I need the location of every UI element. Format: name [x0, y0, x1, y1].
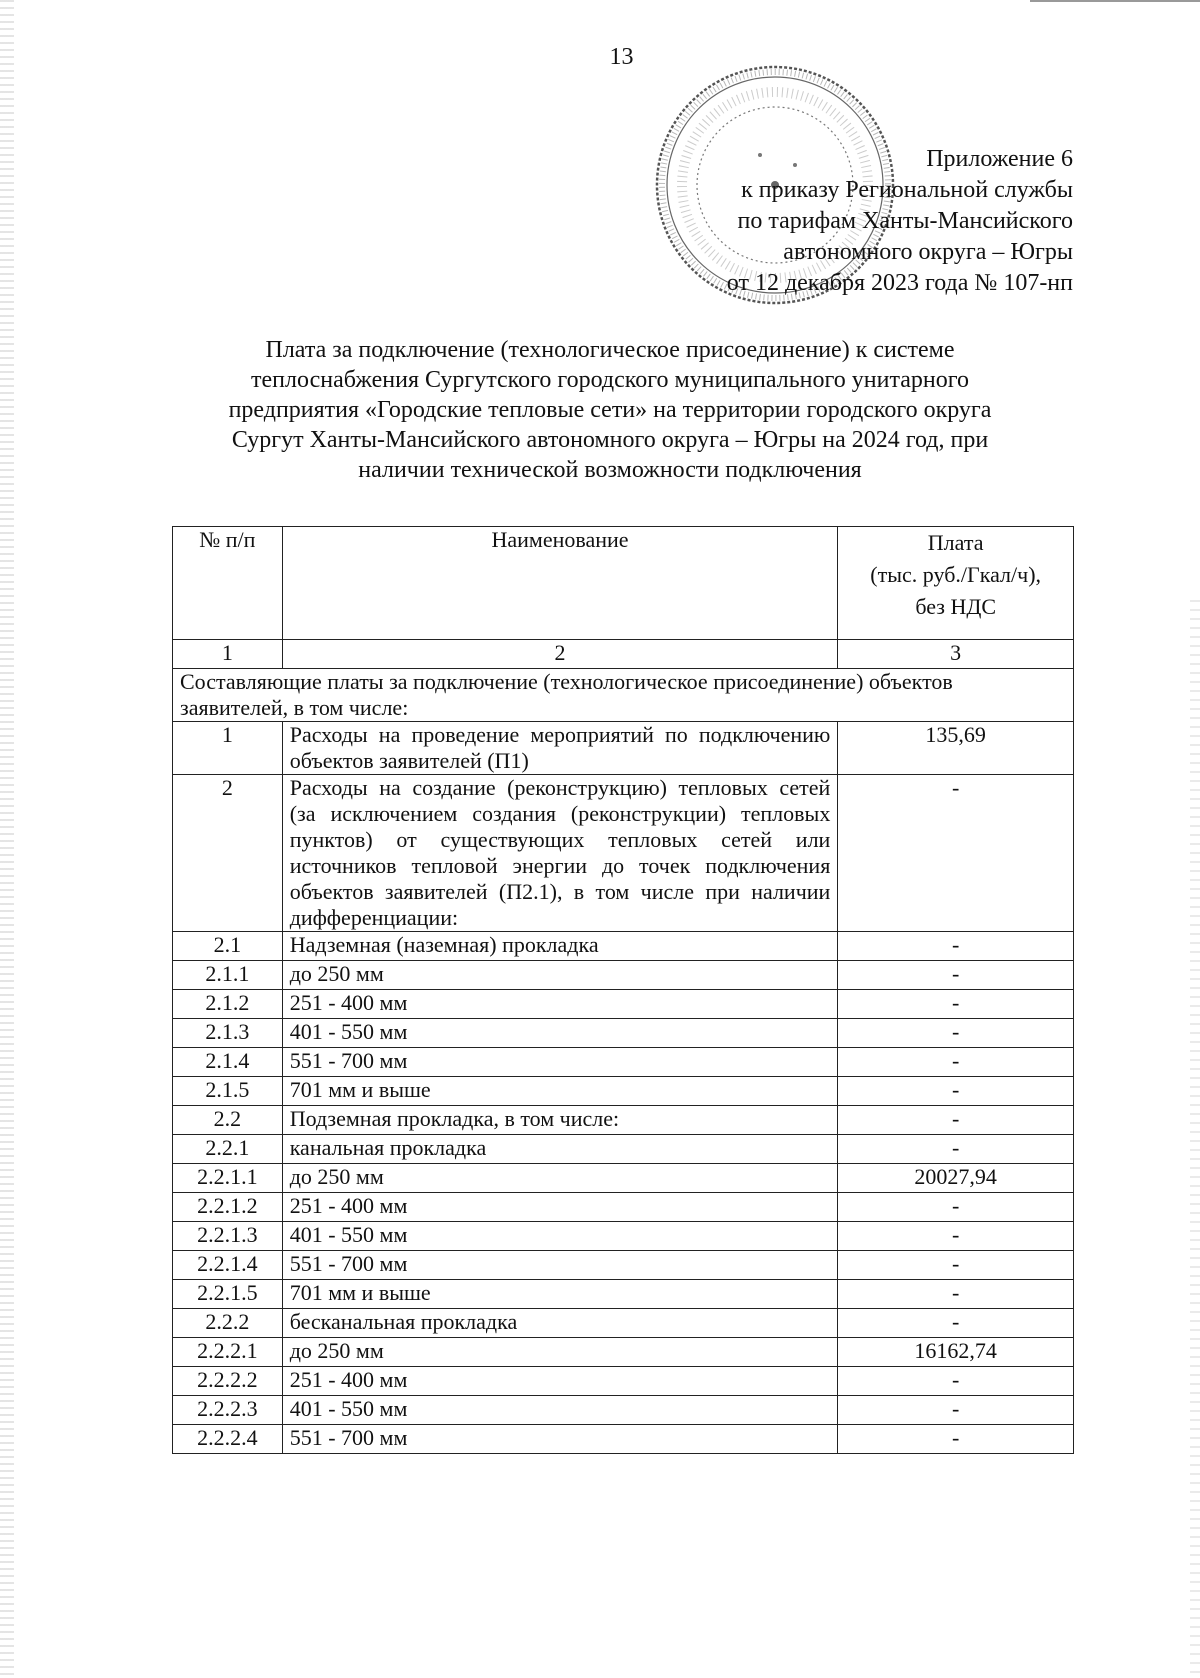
row-num: 2.2	[173, 1106, 283, 1135]
title-line: теплоснабжения Сургутского городского муниципального унитарного	[251, 367, 969, 393]
header-fee-line: без НДС	[915, 594, 997, 619]
header-fee	[838, 527, 1074, 640]
row-num: 2.1.3	[173, 1019, 283, 1048]
row-fee: -	[838, 1077, 1074, 1106]
tariff-table	[172, 526, 1074, 1454]
row-fee: -	[838, 990, 1074, 1019]
row-fee: -	[838, 775, 1074, 932]
row-name: 401 - 550 мм	[282, 1019, 838, 1048]
table-row	[173, 722, 1074, 775]
table-row	[173, 1338, 1074, 1367]
row-name: 251 - 400 мм	[282, 1193, 838, 1222]
row-name: канальная прокладка	[282, 1135, 838, 1164]
title-line: Сургут Ханты-Мансийского автономного округа – Югры на 2024 год, при	[231, 427, 989, 453]
row-num: 2.2.1.2	[173, 1193, 283, 1222]
row-num: 2.2.2	[173, 1309, 283, 1338]
row-name: 551 - 700 мм	[282, 1048, 838, 1077]
row-fee: -	[838, 1222, 1074, 1251]
row-num: 2.2.1.3	[173, 1222, 283, 1251]
row-name: до 250 мм	[282, 961, 838, 990]
row-name: 251 - 400 мм	[282, 1367, 838, 1396]
table-row	[173, 1019, 1074, 1048]
row-name: 401 - 550 мм	[282, 1396, 838, 1425]
row-fee: 16162,74	[838, 1338, 1074, 1367]
scan-edge-left	[0, 0, 14, 1678]
table-row	[173, 1280, 1074, 1309]
row-name: Надземная (наземная) прокладка	[282, 932, 838, 961]
page-number: 13	[609, 44, 634, 70]
row-name: 401 - 550 мм	[282, 1222, 838, 1251]
table-row	[173, 961, 1074, 990]
appendix-line: к приказу Региональной службы	[741, 177, 1073, 203]
col-number: 3	[838, 640, 1074, 669]
top-rule	[1030, 0, 1200, 2]
row-fee: -	[838, 1106, 1074, 1135]
appendix-line: по тарифам Ханты-Мансийского	[737, 208, 1073, 234]
table-row	[173, 1164, 1074, 1193]
appendix-line: автономного округа – Югры	[783, 239, 1073, 265]
row-num: 2.1.1	[173, 961, 283, 990]
header-num: № п/п	[173, 527, 283, 640]
row-name: Подземная прокладка, в том числе:	[282, 1106, 838, 1135]
row-fee: -	[838, 1425, 1074, 1454]
table-row	[173, 1135, 1074, 1164]
section-title: Составляющие платы за подключение (технологическое присоединение) объектов заявителей, в том числе:	[173, 669, 1074, 722]
title-line: предприятия «Городские тепловые сети» на территории городского округа	[228, 397, 992, 423]
row-fee: -	[838, 1019, 1074, 1048]
header-name: Наименование	[282, 527, 838, 640]
row-fee: -	[838, 1396, 1074, 1425]
row-name: до 250 мм	[282, 1338, 838, 1367]
row-name: 551 - 700 мм	[282, 1425, 838, 1454]
title-line: наличии технической возможности подключения	[358, 457, 862, 483]
row-name: Расходы на проведение мероприятий по подключению объектов заявителей (П1)	[282, 722, 838, 775]
header-fee-line: Плата	[927, 530, 984, 555]
table-row	[173, 1396, 1074, 1425]
table-row	[173, 1309, 1074, 1338]
row-name: 251 - 400 мм	[282, 990, 838, 1019]
row-num: 2.2.1.4	[173, 1251, 283, 1280]
scan-edge-right	[1190, 600, 1200, 1678]
table-row	[173, 1251, 1074, 1280]
table-row	[173, 1106, 1074, 1135]
row-num: 2.2.2.1	[173, 1338, 283, 1367]
table-row	[173, 1048, 1074, 1077]
row-num: 2.1.2	[173, 990, 283, 1019]
row-num: 2.2.2.3	[173, 1396, 283, 1425]
row-fee: -	[838, 1048, 1074, 1077]
document-title	[150, 335, 1070, 485]
row-num: 2.2.1.5	[173, 1280, 283, 1309]
col-number: 1	[173, 640, 283, 669]
row-name: 551 - 700 мм	[282, 1251, 838, 1280]
row-fee: 20027,94	[838, 1164, 1074, 1193]
row-fee: -	[838, 1251, 1074, 1280]
row-fee: -	[838, 1309, 1074, 1338]
row-num: 2.1.5	[173, 1077, 283, 1106]
table-row	[173, 1425, 1074, 1454]
row-fee: -	[838, 961, 1074, 990]
row-name: Расходы на создание (реконструкцию) тепловых сетей (за исключением создания (реконструкции) тепловых пунктов) от существующих тепловых сетей или источников тепловой энергии до точек подключения объектов заявителей (П2.1), в том числе при наличии дифференциации:	[282, 775, 838, 932]
row-num: 2.1.4	[173, 1048, 283, 1077]
row-fee: -	[838, 1367, 1074, 1396]
row-num: 2.2.2.4	[173, 1425, 283, 1454]
row-num: 2.1	[173, 932, 283, 961]
appendix-block	[727, 144, 1073, 299]
header-fee-line: (тыс. руб./Гкал/ч),	[870, 562, 1042, 587]
row-fee: -	[838, 1280, 1074, 1309]
row-num: 2	[173, 775, 283, 932]
row-fee: -	[838, 1193, 1074, 1222]
row-name: 701 мм и выше	[282, 1077, 838, 1106]
table-row	[173, 990, 1074, 1019]
row-name: до 250 мм	[282, 1164, 838, 1193]
row-name: бесканальная прокладка	[282, 1309, 838, 1338]
row-num: 1	[173, 722, 283, 775]
table-row	[173, 775, 1074, 932]
table-row	[173, 1193, 1074, 1222]
table-row	[173, 932, 1074, 961]
section-row	[173, 669, 1074, 722]
table-row	[173, 1222, 1074, 1251]
col-number: 2	[282, 640, 838, 669]
row-fee: 135,69	[838, 722, 1074, 775]
appendix-line: Приложение 6	[926, 146, 1073, 172]
table-header-row	[173, 527, 1074, 640]
row-num: 2.2.2.2	[173, 1367, 283, 1396]
row-num: 2.2.1.1	[173, 1164, 283, 1193]
row-num: 2.2.1	[173, 1135, 283, 1164]
appendix-line: от 12 декабря 2023 года № 107-нп	[726, 270, 1073, 296]
column-number-row	[173, 640, 1074, 669]
row-fee: -	[838, 1135, 1074, 1164]
row-fee: -	[838, 932, 1074, 961]
table-row	[173, 1367, 1074, 1396]
table-row	[173, 1077, 1074, 1106]
title-line: Плата за подключение (технологическое присоединение) к системе	[265, 337, 955, 363]
row-name: 701 мм и выше	[282, 1280, 838, 1309]
